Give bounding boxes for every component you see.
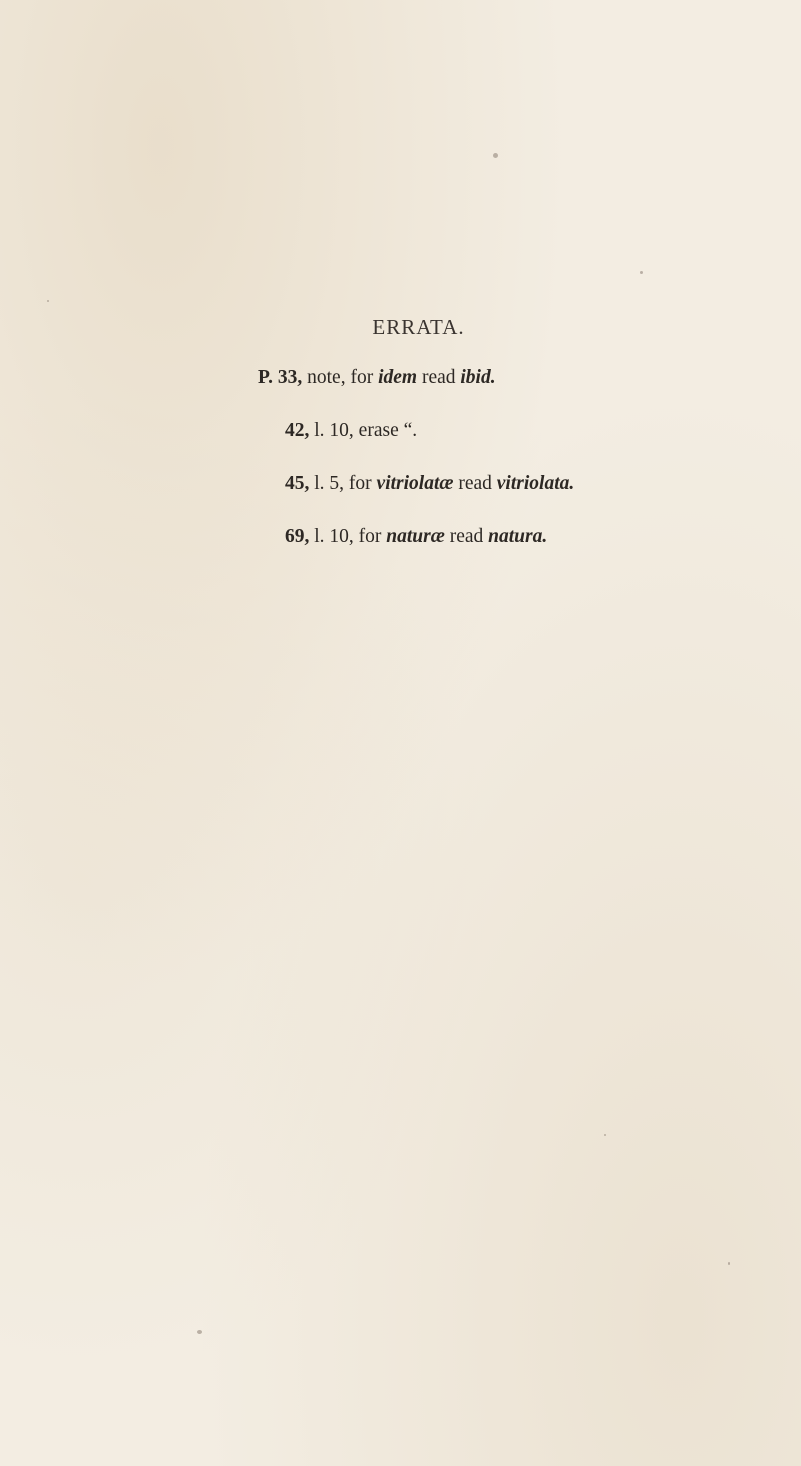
entry-page: 45,: [285, 473, 310, 494]
ink-speck: [493, 153, 498, 158]
entry-for-word: erase: [358, 420, 399, 441]
ink-speck: [604, 1134, 606, 1136]
errata-entry: [285, 526, 547, 548]
entry-page: P. 33,: [258, 367, 303, 388]
entry-correct-text: vitriolata.: [496, 473, 575, 494]
entry-page: 42,: [285, 420, 310, 441]
entry-location: note,: [307, 367, 346, 388]
entry-location: l. 10,: [314, 526, 354, 547]
ink-speck: [728, 1262, 730, 1265]
entry-wrong-text: idem: [378, 367, 418, 388]
entry-wrong-text: vitriolatæ: [376, 473, 454, 494]
entry-for-word: for: [358, 526, 382, 547]
entry-read-word: read: [421, 367, 456, 388]
entry-read-word: read: [449, 526, 484, 547]
entry-wrong-text: “.: [403, 420, 418, 441]
ink-speck: [197, 1330, 202, 1334]
errata-entry: [285, 473, 574, 495]
entry-correct-text: natura.: [488, 526, 548, 547]
ink-speck: [47, 300, 49, 302]
errata-entry: [285, 420, 417, 442]
entry-page: 69,: [285, 526, 310, 547]
ink-speck: [640, 271, 643, 274]
entry-wrong-text: naturæ: [386, 526, 445, 547]
errata-entry: [258, 367, 496, 389]
errata-heading: ERRATA.: [372, 315, 465, 339]
entry-for-word: for: [348, 473, 372, 494]
entry-location: l. 5,: [314, 473, 345, 494]
entry-for-word: for: [350, 367, 374, 388]
entry-correct-text: ibid.: [460, 367, 496, 388]
entry-read-word: read: [458, 473, 492, 494]
entry-location: l. 10,: [314, 420, 354, 441]
